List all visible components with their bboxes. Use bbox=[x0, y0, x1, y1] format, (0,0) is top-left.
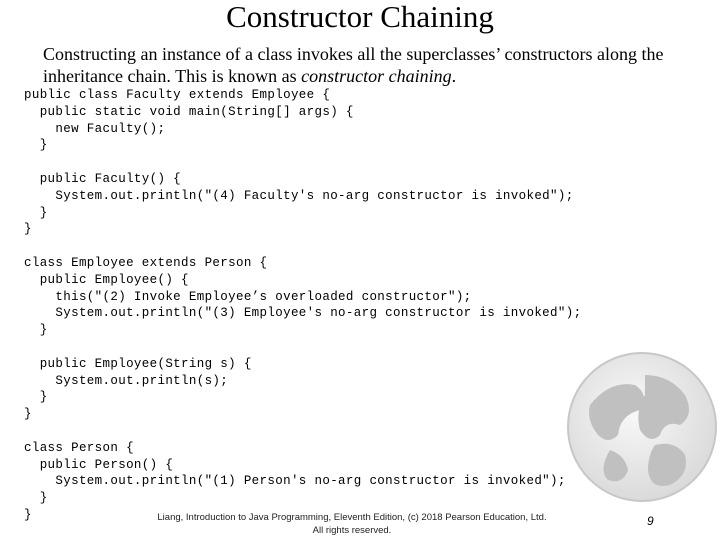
code-line: } bbox=[24, 491, 48, 506]
code-line: System.out.println("(3) Employee's no-arg constructor is invoked"); bbox=[24, 306, 582, 321]
code-line bbox=[24, 238, 664, 255]
code-line: public Person() { bbox=[24, 457, 174, 472]
code-line: System.out.println(s); bbox=[24, 373, 229, 388]
code-line: class Employee extends Person { bbox=[24, 255, 268, 270]
globe-watermark-icon bbox=[560, 345, 720, 505]
code-line: System.out.println("(4) Faculty's no-arg constructor is invoked"); bbox=[24, 188, 574, 203]
code-line: } bbox=[24, 323, 48, 338]
intro-paragraph bbox=[43, 43, 703, 87]
page-number: 9 bbox=[647, 514, 654, 528]
code-line: } bbox=[24, 222, 32, 237]
code-line: public class Faculty extends Employee { bbox=[24, 88, 331, 102]
code-line: } bbox=[24, 407, 32, 422]
code-line: public Employee(String s) { bbox=[24, 356, 252, 371]
code-line: new Faculty(); bbox=[24, 121, 166, 136]
code-line: public Employee() { bbox=[24, 272, 189, 287]
slide-title: Constructor Chaining bbox=[226, 0, 494, 34]
code-line: this("(2) Invoke Employee’s overloaded constructor"); bbox=[24, 289, 472, 304]
code-line: System.out.println("(1) Person's no-arg constructor is invoked"); bbox=[24, 474, 566, 489]
code-line: } bbox=[24, 205, 48, 220]
code-line: public Faculty() { bbox=[24, 171, 182, 186]
code-line: class Person { bbox=[24, 440, 134, 455]
intro-text: Constructing an instance of a class invokes all the superclasses’ constructors along the inheritance chain. This is known as bbox=[43, 44, 664, 86]
intro-emphasis: constructor chaining bbox=[301, 66, 452, 86]
code-line bbox=[24, 154, 664, 171]
code-line: } bbox=[24, 507, 32, 522]
footer-line: Liang, Introduction to Java Programming, Eleventh Edition, (c) 2018 Pearson Education, Ltd. bbox=[157, 512, 547, 523]
code-line: public static void main(String[] args) { bbox=[24, 104, 354, 119]
footer-credit bbox=[132, 511, 572, 537]
intro-end: . bbox=[451, 66, 457, 86]
code-line: } bbox=[24, 390, 48, 405]
code-line: } bbox=[24, 138, 48, 153]
footer-line: All rights reserved. bbox=[312, 525, 392, 536]
